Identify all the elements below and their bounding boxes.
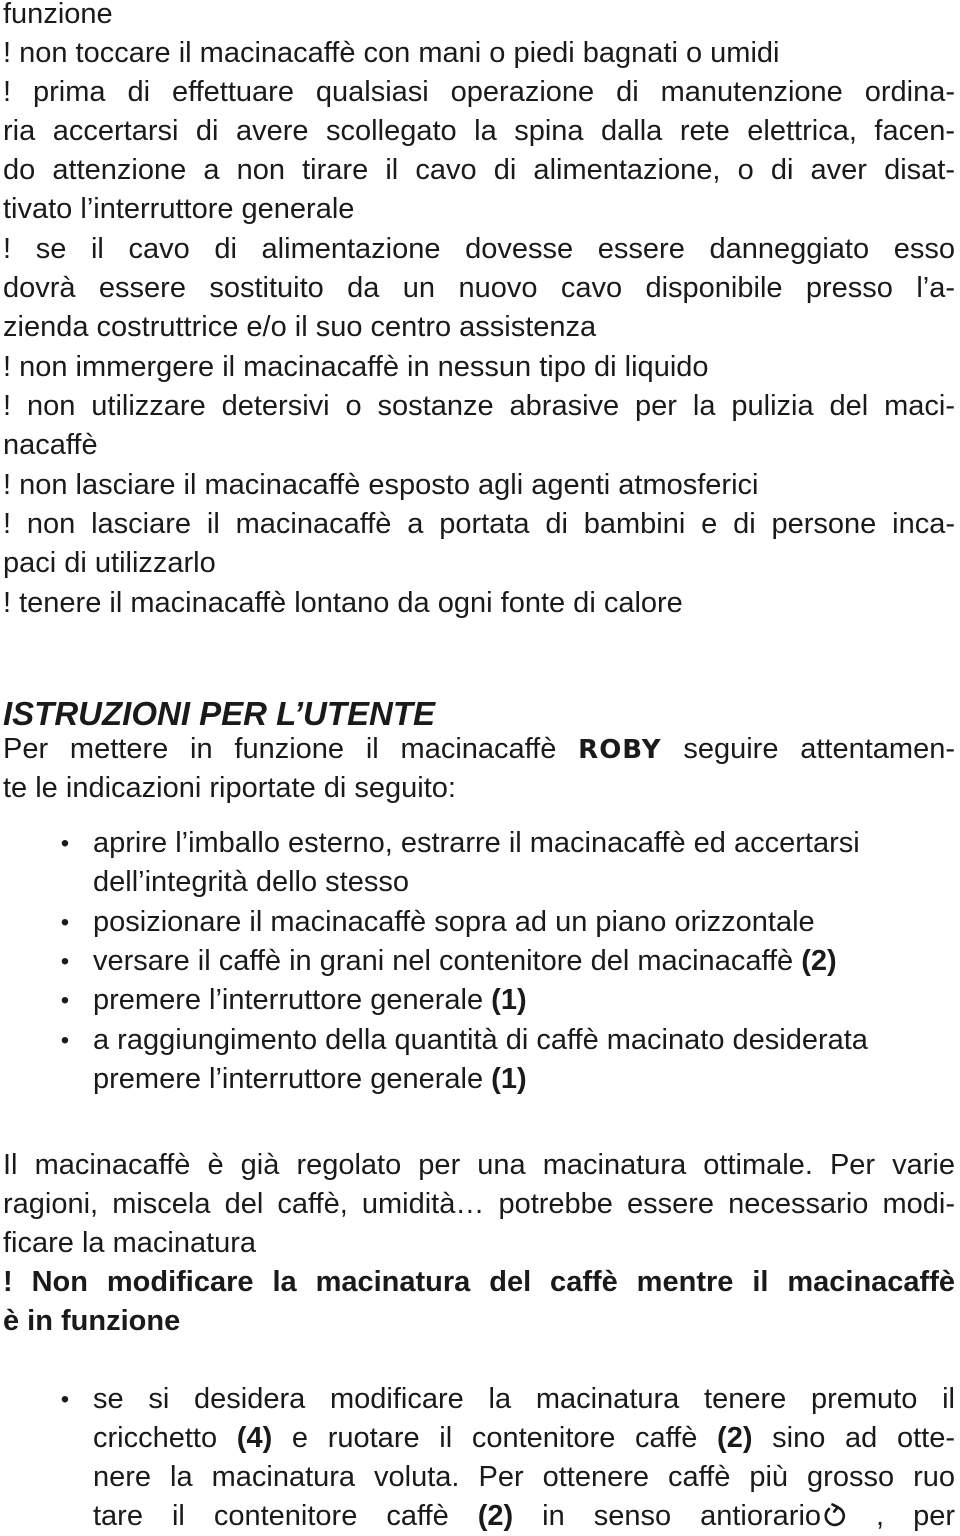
step-text: aprire l’imballo esterno, estrarre il macinacaffè ed accertarsi [93,827,860,859]
bullet: • [60,1386,70,1413]
part-reference: (4) [236,1422,273,1454]
step-text-part: e ruotare il contenitore caffè [272,1422,718,1454]
warning-line: ! prima di effettuare qualsiasi operazione di manutenzione ordina- [3,76,955,108]
bullet: • [60,830,70,857]
step-text: a raggiungimento della quantità di caffè macinato desiderata [93,1024,868,1056]
step-text: nere la macinatura voluta. Per ottenere caffè più grosso ruo [93,1461,955,1493]
part-reference: (2) [717,1422,753,1454]
intro-text: seguire attentamen- [661,733,955,765]
step-text-part: cricchetto [93,1422,237,1454]
bullet: • [60,1027,70,1054]
warning-line: ria accertarsi di avere scollegato la spina dalla rete elettrica, facen- [3,115,955,147]
paragraph-line: ragioni, miscela del caffè, umidità… potrebbe essere necessario modi- [3,1188,955,1220]
brand-name: ROBY [578,735,662,765]
warning-line: nacaffè [3,429,98,461]
step-text-part: premere l’interruttore generale [93,1063,492,1095]
step-text [93,1497,955,1536]
step-text [93,942,955,981]
warning-line: ! non lasciare il macinacaffè a portata di bambini e di persone inca- [3,508,955,540]
bullet: • [60,909,70,936]
paragraph-line: ficare la macinatura [3,1227,257,1259]
step-text: posizionare il macinacaffè sopra ad un piano orizzontale [93,906,815,938]
warning-line: ! se il cavo di alimentazione dovesse essere danneggiato esso [3,233,955,265]
warning-line: paci di utilizzarlo [3,547,216,579]
intro-line [3,730,955,769]
step-text [93,981,955,1020]
part-reference: (2) [477,1500,514,1532]
section-heading: ISTRUZIONI PER L’UTENTE [3,695,436,732]
warning-line: do attenzione a non tirare il cavo di alimentazione, o di aver disat- [3,154,955,186]
step-text-part: in senso antiorario [513,1500,822,1532]
bold-warning-line: è in funzione [3,1305,181,1337]
paragraph-line: Il macinacaffè è già regolato per una macinatura ottimale. Per varie [3,1149,955,1181]
bullet: • [60,987,70,1014]
part-reference: (1) [491,1063,527,1095]
intro-text: Per mettere in funzione il macinacaffè [3,733,579,765]
warning-line: dovrà essere sostituito da un nuovo cavo disponibile presso l’a- [3,272,955,304]
part-reference: (2) [801,945,837,977]
step-text [93,1060,955,1099]
warning-line: ! non immergere il macinacaffè in nessun tipo di liquido [3,351,709,383]
warning-line: funzione [3,0,113,30]
step-text-part: sino ad otte- [752,1422,955,1454]
step-text-part: , per [847,1500,955,1532]
warning-line: tivato l’interruttore generale [3,193,355,225]
step-text-part: tare il contenitore caffè [93,1500,478,1532]
step-text: dell’integrità dello stesso [93,866,409,898]
step-text [93,1419,955,1458]
bullet: • [60,948,70,975]
step-text-part: premere l’interruttore generale [93,984,492,1016]
step-text-part: versare il caffè in grani nel contenitore del macinacaffè [93,945,802,977]
warning-line: ! non toccare il macinacaffè con mani o piedi bagnati o umidi [3,37,780,69]
step-text: se si desidera modificare la macinatura tenere premuto il [93,1383,955,1415]
warning-line: zienda costruttrice e/o il suo centro assistenza [3,311,597,343]
warning-line: ! non utilizzare detersivi o sostanze abrasive per la pulizia del maci- [3,390,955,422]
warning-line: ! non lasciare il macinacaffè esposto agli agenti atmosferici [3,469,759,501]
counterclockwise-arrow-icon [821,1502,847,1528]
intro-line: te le indicazioni riportate di seguito: [3,772,456,804]
warning-line: ! tenere il macinacaffè lontano da ogni fonte di calore [3,587,683,619]
bold-warning-line: ! Non modificare la macinatura del caffè mentre il macinacaffè [3,1266,955,1298]
part-reference: (1) [491,984,527,1016]
